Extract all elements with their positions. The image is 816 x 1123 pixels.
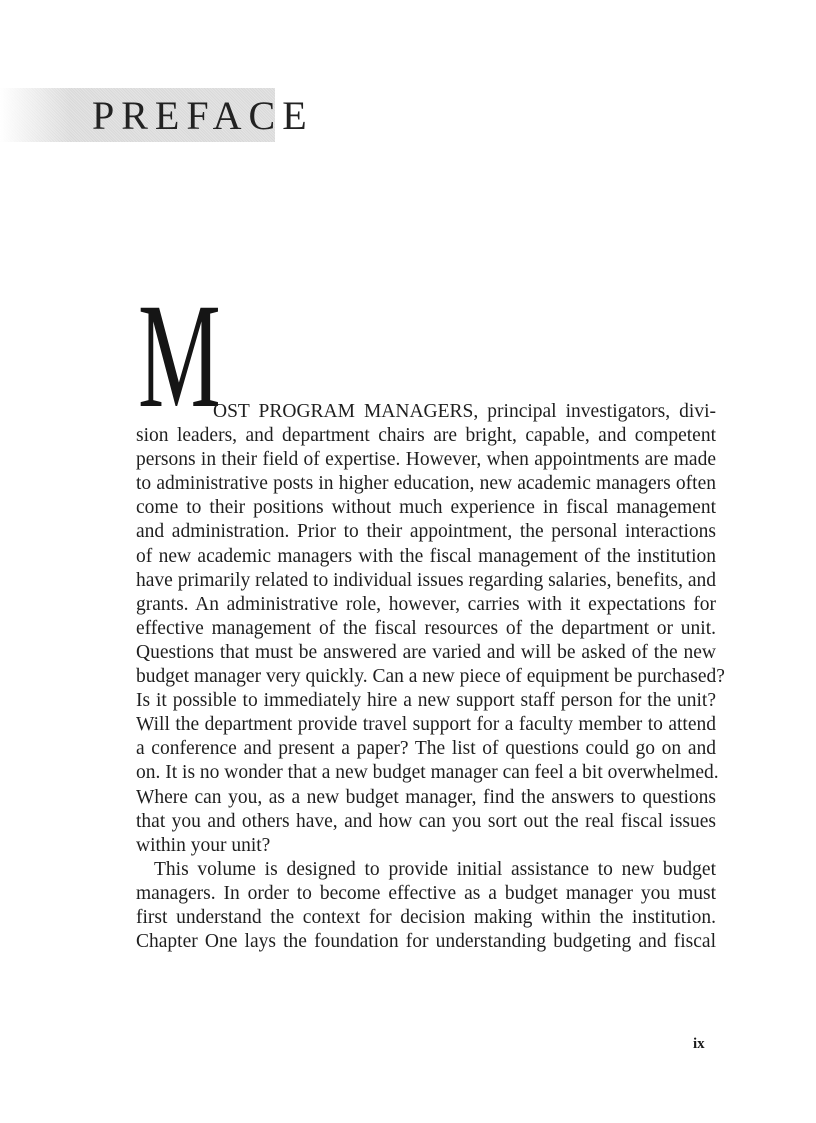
body-line: effective management of the fiscal resources of the department or unit. xyxy=(136,617,716,639)
body-line: Questions that must be answered are varied and will be asked of the new xyxy=(136,641,716,663)
body-line: grants. An administrative role, however, carries with it expectations for xyxy=(136,593,716,615)
body-line: persons in their field of expertise. However, when appointments are made xyxy=(136,449,716,471)
body-line: sion leaders, and department chairs are bright, capable, and competent xyxy=(136,425,716,447)
body-line: have primarily related to individual issues regarding salaries, benefits, and xyxy=(136,569,716,591)
body-text xyxy=(136,400,725,954)
body-line: on. It is no wonder that a new budget manager can feel a bit overwhelmed. xyxy=(136,762,719,784)
page-title: PREFACE xyxy=(92,93,314,138)
body-line: a conference and present a paper? The list of questions could go on and xyxy=(136,738,716,760)
body-line: within your unit? xyxy=(136,834,271,856)
body-line: Is it possible to immediately hire a new support staff person for the unit? xyxy=(136,690,716,712)
page-number: ix xyxy=(693,1036,705,1052)
body-line: first understand the context for decision making within the institution. xyxy=(136,906,716,928)
body-line: Will the department provide travel support for a faculty member to attend xyxy=(136,714,716,736)
body-line: Chapter One lays the foundation for understanding budgeting and fiscal xyxy=(136,931,716,953)
body-line: OST PROGRAM MANAGERS, principal investigators, divi- xyxy=(213,401,716,422)
body-line: managers. In order to become effective as a budget manager you must xyxy=(136,882,716,904)
body-line: that you and others have, and how can you sort out the real fiscal issues xyxy=(136,810,716,832)
body-line: and administration. Prior to their appointment, the personal interactions xyxy=(136,521,716,543)
body-line: to administrative posts in higher education, new academic managers often xyxy=(136,473,716,495)
body-line: of new academic managers with the fiscal management of the institution xyxy=(136,545,716,567)
body-line: come to their positions without much experience in fiscal management xyxy=(136,497,716,519)
drop-cap: M xyxy=(138,273,221,439)
body-line: budget manager very quickly. Can a new piece of equipment be purchased? xyxy=(136,666,725,688)
body-line: This volume is designed to provide initial assistance to new budget xyxy=(154,858,716,880)
body-line: Where can you, as a new budget manager, find the answers to questions xyxy=(136,786,716,808)
title-band-fade xyxy=(0,88,70,142)
